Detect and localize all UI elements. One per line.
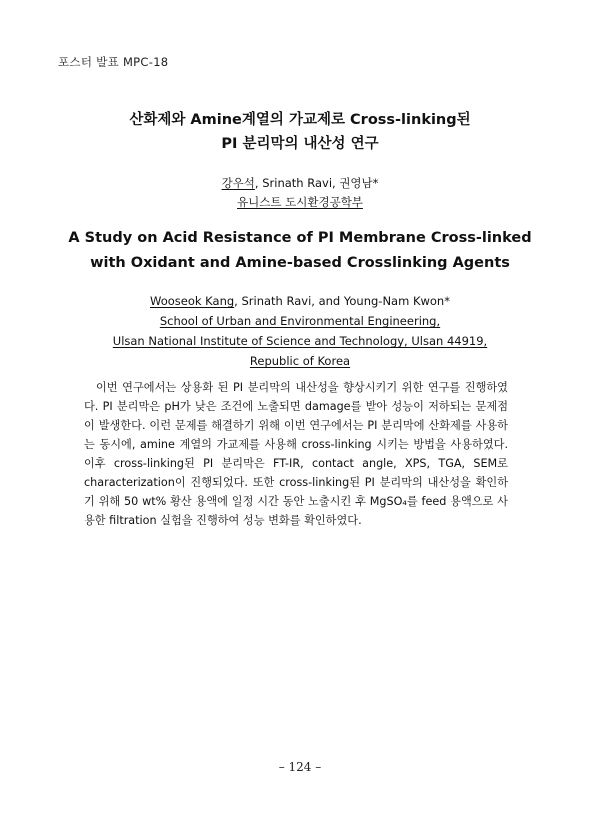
english-affiliation-line-1: School of Urban and Environmental Engineering, [159, 314, 441, 328]
korean-coauthors: , Srinath Ravi, 권영남* [254, 176, 379, 190]
english-affiliation-line-3: Republic of Korea [249, 354, 351, 368]
english-coauthors: , Srinath Ravi, and Young-Nam Kwon* [234, 294, 450, 308]
korean-title-line-2: PI 분리막의 내산성 연구 [221, 136, 379, 152]
english-presenting-author: Wooseok Kang [150, 294, 235, 308]
session-label: 포스터 발표 MPC-18 [58, 55, 169, 69]
korean-author-block [0, 174, 600, 212]
korean-title [0, 108, 600, 156]
english-title [0, 226, 600, 276]
korean-title-line-1: 산화제와 Amine계열의 가교제로 Cross-linking된 [129, 112, 471, 128]
korean-affiliation: 유니스트 도시환경공학부 [237, 195, 363, 209]
korean-authors [0, 174, 600, 193]
english-title-line-1: A Study on Acid Resistance of PI Membrane Cross-linked [68, 230, 532, 246]
english-affiliation-line-2: Ulsan National Institute of Science and Technology, Ulsan 44919, [112, 334, 488, 348]
page-number: – 124 – [278, 760, 322, 774]
english-authors [0, 291, 600, 311]
korean-presenting-author: 강우석 [221, 176, 255, 190]
abstract-text: 이번 연구에서는 상용화 된 PI 분리막의 내산성을 향상시키기 위한 연구를 진행하였다. PI 분리막은 pH가 낮은 조건에 노출되면 damage를 받아 성능이 저하되는 문제점이 발생한다. 이런 문제를 해결하기 위해 이번 연구에서는 PI 분리막에 산화제를 사용하는 동시에, amine 계열의 가교제를 사용해 cross-linking 시키는 방법을 사용하였다. 이후 cross-linking된 PI 분리막은 FT-IR, contact angle, XPS, TGA, SEM로 characterization이 진행되었다. 또한 cross-linking된 PI 분리막의 내산성을 확인하기 위해 50 wt% 황산 용액에 일정 시간 동안 노출시킨 후 MgSO₄를 feed 용액으로 사용한 filtration 실험을 진행하여 성능 변화를 확인하였다. [84, 381, 508, 527]
english-author-block [0, 291, 600, 371]
english-title-line-2: with Oxidant and Amine-based Crosslinking Agents [90, 255, 510, 271]
